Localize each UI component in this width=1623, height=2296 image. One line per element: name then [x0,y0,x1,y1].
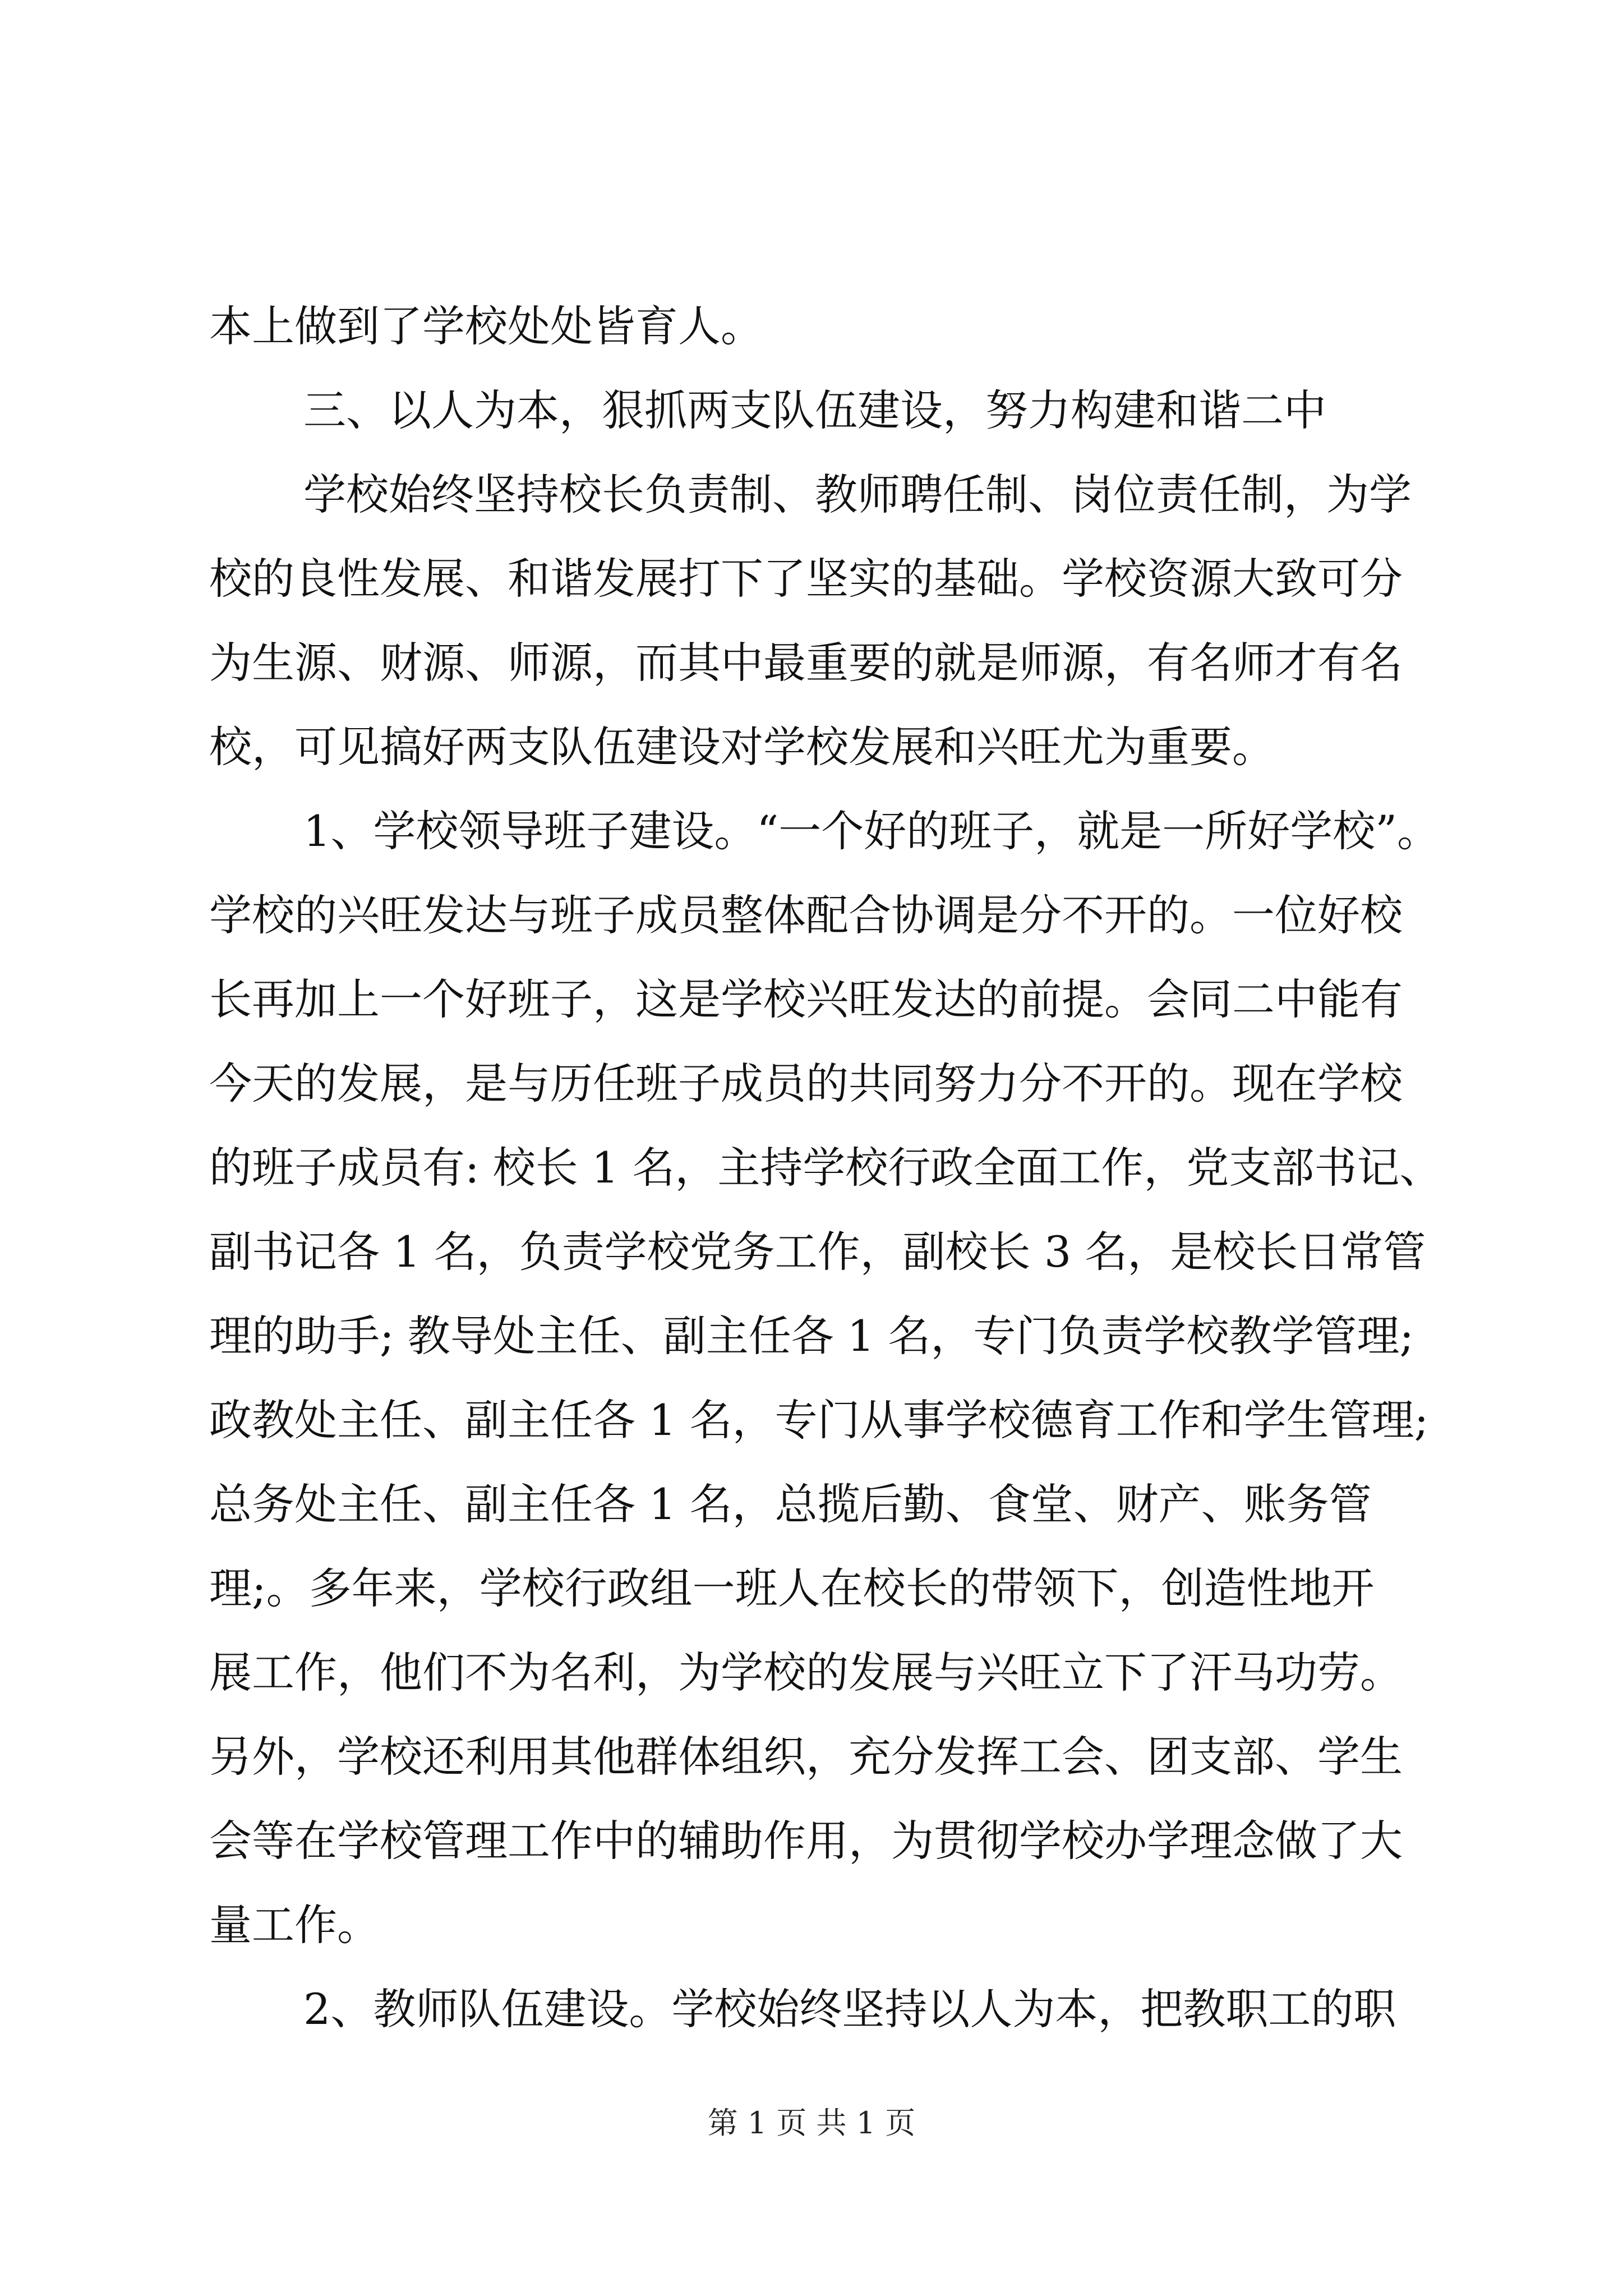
body-line: 理;。多年来，学校行政组一班人在校长的带领下，创造性地开 [209,1563,1375,1613]
body-line: 会等在学校管理工作中的辅助作用，为贯彻学校办学理念做了大 [209,1816,1403,1866]
body-line: 本上做到了学校处处皆育人。 [209,301,763,351]
body-line: 副书记各 1 名，负责学校党务工作，副校长 3 名，是校长日常管 [209,1227,1426,1277]
body-line: 为生源、财源、师源，而其中最重要的就是师源，有名师才有名 [209,638,1403,688]
body-line: 政教处主任、副主任各 1 名，专门从事学校德育工作和学生管理; [209,1395,1429,1445]
section-heading: 三、以人为本，狠抓两支队伍建设，努力构建和谐二中 [303,385,1326,435]
body-line: 长再加上一个好班子，这是学校兴旺发达的前提。会同二中能有 [209,974,1403,1024]
body-line: 2、教师队伍建设。学校始终坚持以人为本，把教职工的职 [303,1984,1396,2034]
body-line: 理的助手; 教导处主任、副主任各 1 名，专门负责学校教学管理; [209,1311,1414,1361]
body-line: 量工作。 [209,1900,380,1950]
body-line: 的班子成员有: 校长 1 名，主持学校行政全面工作，党支部书记、 [209,1143,1442,1193]
body-line: 1、学校领导班子建设。“一个好的班子，就是一所好学校”。 [303,806,1440,856]
body-line: 校的良性发展、和谐发展打下了坚实的基础。学校资源大致可分 [209,554,1403,604]
body-line: 展工作，他们不为名利，为学校的发展与兴旺立下了汗马功劳。 [209,1648,1403,1697]
body-line: 另外，学校还利用其他群体组织，充分发挥工会、团支部、学生 [209,1732,1403,1782]
body-line: 总务处主任、副主任各 1 名，总揽后勤、食堂、财产、账务管 [209,1479,1372,1529]
body-line: 今天的发展，是与历任班子成员的共同努力分不开的。现在学校 [209,1059,1403,1108]
page-footer: 第 1 页 共 1 页 [707,2105,916,2141]
body-line: 学校始终坚持校长负责制、教师聘任制、岗位责任制，为学 [303,470,1412,519]
body-line: 学校的兴旺发达与班子成员整体配合协调是分不开的。一位好校 [209,890,1403,940]
body-line: 校，可见搞好两支队伍建设对学校发展和兴旺尤为重要。 [209,722,1275,772]
